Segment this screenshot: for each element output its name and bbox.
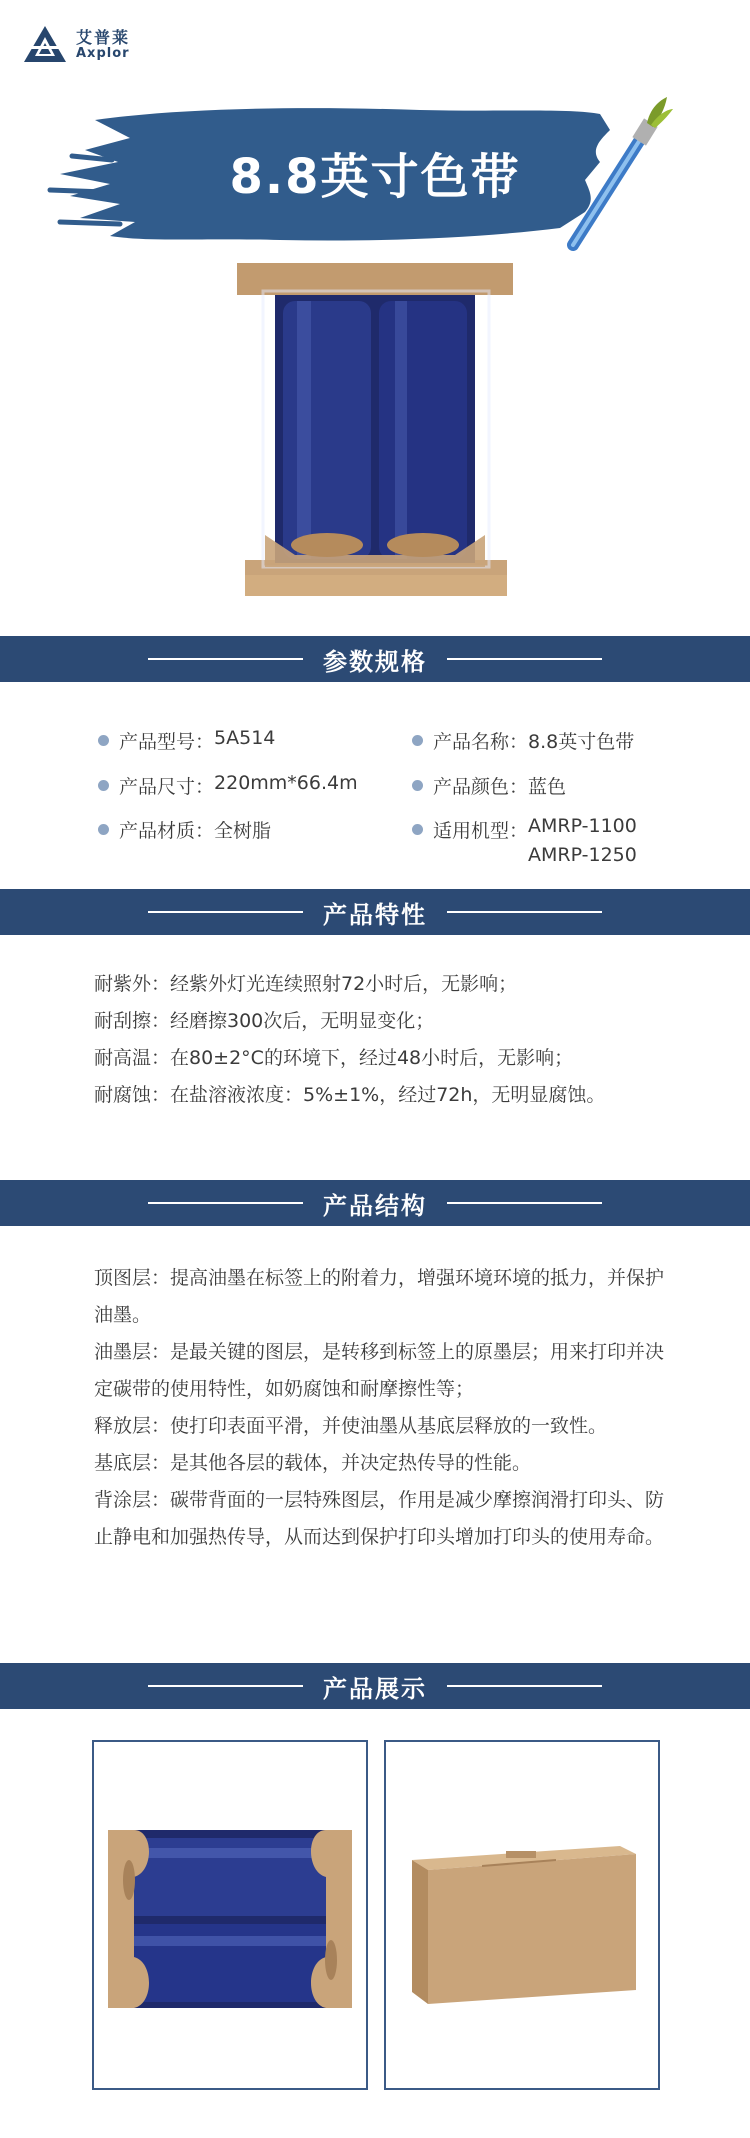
section-header-structure bbox=[0, 1180, 750, 1226]
brand-logo bbox=[22, 22, 130, 68]
section-title-structure: 产品结构 bbox=[323, 1191, 427, 1220]
bullet-dot bbox=[412, 780, 423, 791]
divider-line bbox=[148, 658, 303, 660]
structure-item: 释放层：使打印表面平滑，并使油墨从基底层释放的一致性。 bbox=[94, 1415, 608, 1437]
spec-label: 产品名称： bbox=[433, 731, 529, 753]
ribbon-closeup-image bbox=[94, 1742, 366, 2088]
feature-item: 耐紫外：经紫外灯光连续照射72小时后，无影响； bbox=[94, 973, 518, 995]
spec-color bbox=[412, 772, 566, 799]
section-header-features bbox=[0, 889, 750, 935]
bullet-dot bbox=[98, 735, 109, 746]
feature-item: 耐刮擦：经磨擦300次后，无明显变化； bbox=[94, 1010, 435, 1032]
divider-line bbox=[447, 1202, 602, 1204]
section-title-params: 参数规格 bbox=[323, 647, 427, 676]
section-title-showcase: 产品展示 bbox=[323, 1674, 427, 1703]
shipping-box-image bbox=[386, 1742, 658, 2088]
product-main-image bbox=[235, 255, 515, 600]
spec-value: 蓝色 bbox=[528, 776, 567, 798]
hero-title: 8.8英寸色带 bbox=[229, 149, 521, 205]
structure-item: 顶图层：提高油墨在标签上的附着力，增强环境环境的抵力，并保护油墨。 bbox=[94, 1267, 665, 1326]
divider-line bbox=[447, 658, 602, 660]
feature-item: 耐高温：在80±2°C的环境下，经过48小时后，无影响； bbox=[94, 1047, 574, 1069]
section-header-params bbox=[0, 636, 750, 682]
divider-line bbox=[447, 1685, 602, 1687]
feature-item: 耐腐蚀：在盐溶液浓度：5%±1%，经过72h，无明显腐蚀。 bbox=[94, 1084, 606, 1106]
brand-name-en: Axplor bbox=[76, 45, 130, 61]
divider-line bbox=[148, 911, 303, 913]
showcase-frame-box bbox=[384, 1740, 660, 2090]
spec-compatible-models bbox=[412, 816, 637, 870]
structure-item: 油墨层：是最关键的图层，是转移到标签上的原墨层；用来打印并决定碳带的使用特性，如奶腐蚀和耐摩擦性等； bbox=[94, 1341, 665, 1400]
structure-item: 基底层：是其他各层的载体，并决定热传导的性能。 bbox=[94, 1452, 532, 1474]
spec-value: 5A514 bbox=[214, 727, 276, 749]
brand-name-cn: 艾普莱 bbox=[76, 27, 131, 47]
spec-label: 产品型号： bbox=[119, 731, 215, 753]
spec-value-2: AMRP-1250 bbox=[528, 844, 637, 866]
spec-value: 220mm*66.4m bbox=[214, 772, 358, 794]
divider-line bbox=[447, 911, 602, 913]
spec-value: 8.8英寸色带 bbox=[528, 731, 635, 753]
divider-line bbox=[148, 1685, 303, 1687]
spec-label: 产品颜色： bbox=[433, 776, 529, 798]
structure-item: 背涂层：碳带背面的一层特殊图层，作用是减少摩擦润滑打印头、防止静电和加强热传导，从而达到保护打印头增加打印头的使用寿命。 bbox=[94, 1489, 665, 1548]
bullet-dot bbox=[412, 735, 423, 746]
spec-name bbox=[412, 727, 634, 754]
section-title-features: 产品特性 bbox=[323, 900, 427, 929]
spec-model bbox=[98, 727, 275, 754]
spec-label: 产品材质： bbox=[119, 820, 215, 842]
bullet-dot bbox=[98, 780, 109, 791]
bullet-dot bbox=[98, 824, 109, 835]
spec-value: AMRP-1100 bbox=[528, 815, 637, 837]
section-header-showcase bbox=[0, 1663, 750, 1709]
spec-size bbox=[98, 772, 358, 799]
bullet-dot bbox=[412, 824, 423, 835]
features-text bbox=[94, 966, 674, 1114]
spec-value: 全树脂 bbox=[214, 820, 272, 842]
paintbrush-icon bbox=[555, 95, 675, 260]
structure-text bbox=[94, 1260, 674, 1556]
spec-label: 产品尺寸： bbox=[119, 776, 215, 798]
divider-line bbox=[148, 1202, 303, 1204]
showcase-frame-ribbon bbox=[92, 1740, 368, 2090]
spec-material bbox=[98, 816, 271, 843]
spec-label: 适用机型： bbox=[433, 820, 529, 842]
brand-logo-icon bbox=[22, 22, 68, 68]
